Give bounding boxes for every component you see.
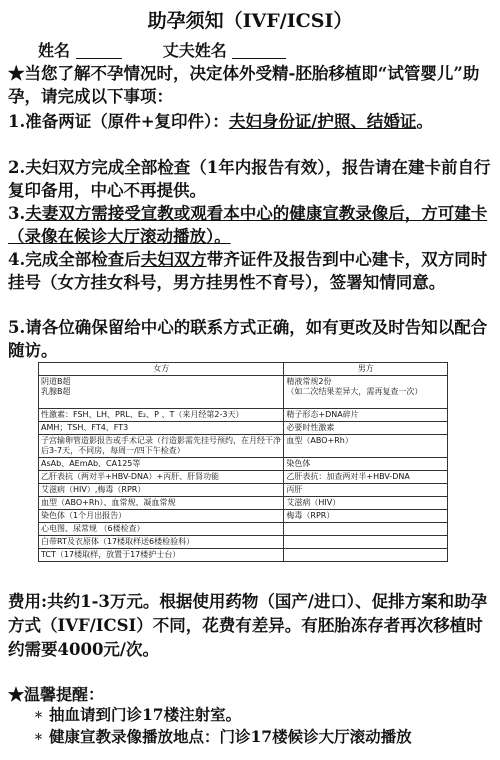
table-row [39,510,448,523]
intro-paragraph: ★当您了解不孕情况时，决定体外受精-胚胎移植即“试管婴儿”助孕，请完成以下事项： [8,64,480,106]
page-title: 助孕须知（IVF/ICSI） [147,10,353,32]
item-1: 1.准备两证（原件+复印件）：夫妇身份证/护照、结婚证。 [8,112,433,131]
table-row [39,484,448,497]
female-exam-cell: TCT（17楼取样，放置于17楼护士台） [39,549,284,562]
item-4: 4.完成全部检查后夫妇双方带齐证件及报告到中心建卡，双方同时挂号（女方挂女科号，男方挂男性不育号），签署知情同意。 [8,250,488,292]
header-female: 女方 [39,363,284,376]
tip-item-1: ＊ 抽血请到门诊17楼注射室。 [34,705,242,724]
male-exam-cell: 艾滋病（HIV） [284,497,448,510]
female-exam-cell: 艾滋病（HIV）,梅毒（RPR） [39,484,284,497]
fee-paragraph: 费用:共约1-3万元。根据使用药物（国产/进口）、促排方案和助孕方式（IVF/ICSI）不同，花费有差异。有胚胎冻存者再次移植时约需要4000元/次。 [8,592,488,659]
husband-name-label: 丈夫姓名 [162,41,227,60]
female-exam-cell: AsAb、AEmAb、CA125等 [39,458,284,471]
table-row [39,523,448,536]
tips-heading: ★温馨提醒： [8,685,105,704]
item-5: 5.请各位确保留给中心的联系方式正确，如有更改及时告知以配合随访。 [8,318,488,360]
male-exam-cell: 精子形态+DNA碎片 [284,409,448,422]
table-row [39,471,448,484]
female-exam-cell: 白带RT及衣原体（17楼取样送6楼检验科） [39,536,284,549]
item-3-underlined: 夫妻双方需接受宣教或观看本中心的健康宣教录像后，方可建卡（录像在候诊大厅滚动播放）。 [8,204,488,246]
exam-table [38,362,448,562]
husband-name-blank [232,42,286,59]
table-row [39,422,448,435]
female-exam-cell: 血型（ABO+Rh）、血常规、凝血常规 [39,497,284,510]
table-row [39,497,448,510]
male-exam-cell: 必要时性激素 [284,422,448,435]
asterisk-icon: ＊ [34,711,44,721]
table-row [39,376,448,409]
wife-name-label: 姓名 [38,41,71,60]
female-exam-cell: 子宫输卵管造影报告或手术记录（行造影需先挂号预约，在月经干净后3-7天，不同房，每周一/四下午检查） [39,435,284,458]
male-exam-cell: 梅毒（RPR） [284,510,448,523]
item-1-underlined: 夫妇身份证/护照、结婚证 [228,112,417,131]
female-exam-cell: AMH；TSH、FT4、FT3 [39,422,284,435]
table-row [39,549,448,562]
tip-item-2: ＊ 健康宣教录像播放地点：门诊17楼候诊大厅滚动播放 [34,727,412,746]
male-exam-cell [284,549,448,562]
table-row [39,458,448,471]
header-male: 男方 [284,363,448,376]
male-exam-cell: 染色体 [284,458,448,471]
male-exam-cell: 丙肝 [284,484,448,497]
asterisk-icon: ＊ [34,733,44,743]
name-fields [38,38,286,61]
table-row [39,536,448,549]
item-4-underlined: 夫妇双方 [140,250,207,269]
male-exam-cell: 血型（ABO+Rh） [284,435,448,458]
female-exam-cell: 心电图、尿常规 （6楼检查） [39,523,284,536]
female-exam-cell: 阴道B超 乳腺B超 [39,376,284,409]
female-exam-cell: 性激素：FSH、LH、PRL、E₂、P 、T（来月经第2-3天） [39,409,284,422]
table-row [39,409,448,422]
male-exam-cell [284,523,448,536]
male-exam-cell: 精液常规2份 （如二次结果差异大，需再复查一次） [284,376,448,409]
female-exam-cell: 染色体（1个月出报告） [39,510,284,523]
item-3: 3.夫妻双方需接受宣教或观看本中心的健康宣教录像后，方可建卡（录像在候诊大厅滚动播放）。 [8,204,488,246]
male-exam-cell: 乙肝表抗：加查两对半+HBV-DNA [284,471,448,484]
female-exam-cell: 乙肝表抗（两对半+HBV-DNA）+丙肝、肝肾功能 [39,471,284,484]
table-row [39,435,448,458]
male-exam-cell [284,536,448,549]
item-2: 2.夫妇双方完成全部检查（1年内报告有效），报告请在建卡前自行复印备用，中心不再提供。 [8,158,491,200]
wife-name-blank [76,42,122,59]
